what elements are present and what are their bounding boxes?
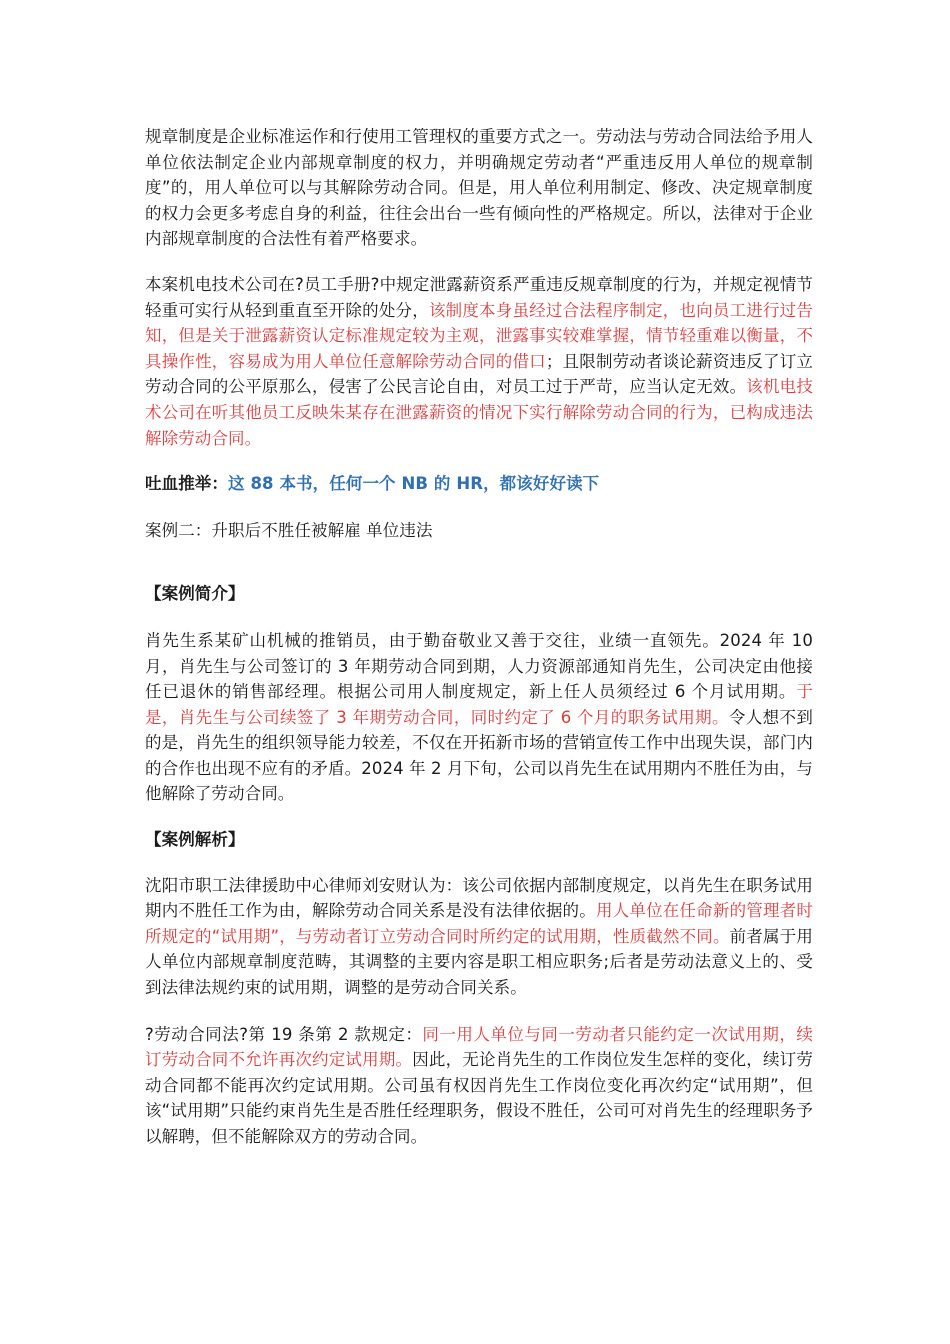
recommendation-link[interactable]: 这 88 本书，任何一个 NB 的 HR，都该好好读下 [228, 474, 600, 494]
case1-highlight-b: 该制度本身虽经过合法程序制定，也向员工进行过告知，但是关于泄露薪资认定标准规定较为主观，泄露事实较难掌握，情节轻重难以衡量，不具操作性，容易成为用人单位任意解除劳动合同的借口 [145, 300, 813, 371]
recommendation-line [145, 471, 813, 497]
heading-case-intro-text: 【案例简介】 [145, 584, 245, 604]
paragraph-intro-text: 规章制度是企业标准运作和行使用工管理权的重要方式之一。劳动法与劳动合同法给予用人单位依法制定企业内部规章制度的权力，并明确规定劳动者“严重违反用人单位的规章制度”的，用人单位可以与其解除劳动合同。但是，用人单位利用制定、修改、决定规章制度的权力会更多考虑自身的利益，往往会出台一些有倾向性的严格规定。所以，法律对于企业内部规章制度的合法性有着严格要求。 [145, 127, 813, 249]
case2-intro-text-c: 令人想不到的是，肖先生的组织领导能力较差，不仅在开拓新市场的营销宣传工作中出现失误，部门内的合作也出现不应有的矛盾。2024 年 2 月下旬，公司以肖先生在试用期内不胜任为由，与他解除了劳动合同。 [145, 707, 813, 804]
case1-text-a: 本案机电技术公司在?员工手册?中规定泄露薪资系严重违反规章制度的行为，并规定视情节轻重可实行从轻到重直至开除的处分， [145, 274, 813, 320]
law-citation-text-a: ?劳动合同法?第 19 条第 2 款规定： [145, 1024, 423, 1044]
paragraph-case2-intro [145, 628, 813, 807]
document-page [145, 124, 813, 1150]
case1-highlight-d: 该机电技术公司在听其他员工反映朱某存在泄露薪资的情况下实行解除劳动合同的行为，已构成违法解除劳动合同。 [145, 377, 813, 448]
case2-intro-highlight-b: 于是，肖先生与公司续签了 3 年期劳动合同，同时约定了 6 个月的职务试用期。 [145, 682, 813, 727]
case1-text-c: ；且限制劳动者谈论薪资违反了订立劳动合同的公平原那么，侵害了公民言论自由，对员工过于严苛，应当认定无效。 [145, 351, 813, 397]
case2-analysis-text-c: 前者属于用人单位内部规章制度范畴，其调整的主要内容是职工相应职务;后者是劳动法意义上的、受到法律法规约束的试用期，调整的是劳动合同关系。 [145, 926, 814, 998]
heading-case-intro [145, 581, 813, 607]
case2-intro-text-a: 肖先生系某矿山机械的推销员，由于勤奋敬业又善于交往，业绩一直领先。2024 年 10 月，肖先生与公司签订的 3 年期劳动合同到期，人力资源部通知肖先生，公司决定由他接任已退休的销售部经理。根据公司用人制度规定，新上任人员须经过 6 个月试用期。 [145, 630, 813, 702]
case2-analysis-highlight-b: 用人单位在任命新的管理者时所规定的“试用期”，与劳动者订立劳动合同时所约定的试用期，性质截然不同。 [145, 901, 813, 946]
paragraph-case2-analysis [145, 873, 813, 1001]
case2-title [145, 518, 813, 544]
case2-title-text: 案例二：升职后不胜任被解雇 单位违法 [145, 520, 433, 540]
recommendation-label: 吐血推举： [145, 474, 228, 494]
law-citation-text-c: 因此，无论肖先生的工作岗位发生怎样的变化，续订劳动合同都不能再次约定试用期。公司虽有权因肖先生工作岗位变化再次约定“试用期”，但该“试用期”只能约束肖先生是否胜任经理职务，假设不胜任，公司可对肖先生的经理职务予以解聘，但不能解除双方的劳动合同。 [145, 1050, 813, 1146]
paragraph-law-citation [145, 1022, 813, 1150]
paragraph-case1-analysis [145, 272, 813, 451]
heading-case-analysis-text: 【案例解析】 [145, 830, 245, 850]
paragraph-intro [145, 124, 813, 252]
case2-analysis-text-a: 沈阳市职工法律援助中心律师刘安财认为：该公司依据内部制度规定，以肖先生在职务试用期内不胜任工作为由，解除劳动合同关系是没有法律依据的。 [145, 875, 813, 921]
law-citation-highlight-b: 同一用人单位与同一劳动者只能约定一次试用期，续订劳动合同不允许再次约定试用期。 [145, 1024, 813, 1070]
heading-case-analysis [145, 827, 813, 853]
